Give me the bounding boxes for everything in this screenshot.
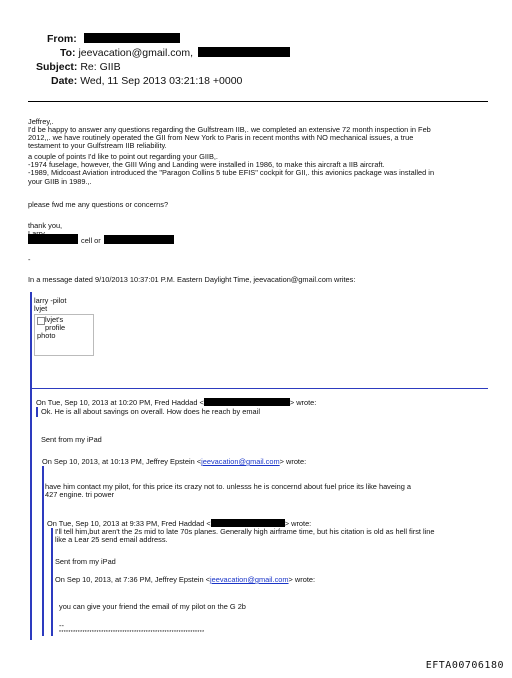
msg2-header (42, 457, 306, 466)
quote-intro: In a message dated 9/10/2013 10:37:01 P.M. Eastern Daylight Time, jeevacation@gmail.com writes: (28, 275, 356, 284)
msg2-body: 427 engine. tri power (45, 490, 115, 499)
from-label: From: (47, 33, 77, 45)
msg1-header-b: > wrote: (289, 398, 317, 407)
msg2-body: have him contact my pilot, for this price its crazy not to. unlesss he is concernd about fuel price its like haveing a (45, 482, 412, 491)
redaction-box (84, 33, 180, 43)
to-row (60, 47, 290, 59)
date-row (51, 75, 242, 87)
document-id: EFTA00706180 (425, 660, 504, 671)
thanks-line: thank you, (28, 221, 63, 230)
email-link[interactable]: jeevacation@gmail.com (201, 457, 280, 466)
quote-bar-3 (51, 528, 53, 636)
redaction-box (198, 47, 290, 57)
body-line: -1974 fuselage, however, the GIII Wing and Landing were installed in 1986, to make this aircraft a IIB aircraft. (28, 160, 385, 169)
msg1-header-a: On Tue, Sep 10, 2013 at 10:20 PM, Fred Haddad < (36, 398, 204, 407)
msg4-body: you can give your friend the email of my pilot on the G 2b (59, 602, 246, 611)
msg1-header (36, 398, 316, 407)
subject-row (36, 61, 121, 73)
body-line: please fwd me any questions or concerns? (28, 200, 169, 209)
redaction-box (104, 235, 174, 244)
msg2-header-a: On Sep 10, 2013, at 10:13 PM, Jeffrey Epstein < (42, 457, 202, 466)
date-label: Date: (51, 75, 78, 87)
body-line: testament to your Gulfstream IIB reliability. (28, 141, 167, 150)
msg4-header-b: > wrote: (288, 575, 316, 584)
stars-line: ************************************************************** (59, 630, 205, 636)
email-link[interactable]: jeevacation@gmail.com (209, 575, 289, 584)
from-row (47, 33, 180, 45)
broken-image-icon (37, 317, 45, 325)
signature-name (28, 229, 45, 233)
quote-divider (32, 388, 488, 389)
quote-bar-outer (30, 292, 32, 640)
sig-name: larry -pilot (34, 296, 67, 305)
photo-alt: profile (45, 323, 66, 332)
header-divider (28, 101, 488, 102)
redaction-box (211, 519, 285, 527)
redaction-box (28, 234, 78, 244)
date-value: Wed, 11 Sep 2013 03:21:18 +0000 (80, 75, 243, 87)
redaction-box (204, 398, 290, 406)
subject-label: Subject: (36, 61, 78, 73)
subject-value: Re: GIIB (80, 61, 121, 73)
msg3-body: like a Lear 25 send email address. (55, 535, 168, 544)
msg1-body: Ok. He is all about savings on overall. How does he reach by email (41, 407, 260, 416)
msg3-body: I'll tell him,but aren't the 2s mid to late 70s planes. Generally high airframe time, but his citation is old as hell first line (55, 527, 435, 536)
to-value: jeevacation@gmail.com, (78, 47, 194, 59)
msg3-sent: Sent from my iPad (55, 557, 116, 566)
body-line: I'd be happy to answer any questions regarding the Gulfstream IIB,. we completed an extensive 72 month inspection in Feb (28, 125, 431, 134)
body-line: a couple of points I'd like to point out regarding your GIIB,. (28, 152, 218, 161)
body-line: your GIIB in 1989.,. (28, 177, 92, 186)
cell-text: cell or (81, 236, 101, 245)
msg2-header-b: > wrote: (279, 457, 307, 466)
quote-bar-2 (42, 466, 44, 636)
body-line: 2012,,. we have routinely operated the GII from New York to Paris in recent months with NO mechanical issues, a true (28, 133, 414, 142)
dash-line: - (28, 255, 31, 264)
msg4-header (55, 575, 315, 584)
msg3-header-b: > wrote: (284, 519, 312, 528)
greeting: Jeffrey,. (28, 117, 54, 126)
photo-alt: lvjet's (45, 315, 64, 324)
msg3-header-a: On Tue, Sep 10, 2013 at 9:33 PM, Fred Haddad < (47, 519, 211, 528)
to-label: To: (60, 47, 76, 59)
msg4-header-a: On Sep 10, 2013, at 7:36 PM, Jeffrey Epstein < (55, 575, 210, 584)
sig-handle: lvjet (34, 304, 48, 313)
sig-dash: -- (59, 621, 64, 630)
msg1-sent: Sent from my iPad (41, 435, 102, 444)
photo-alt: photo (37, 331, 56, 340)
quote-bar-1 (36, 407, 38, 417)
body-line: -1989, Midcoast Aviation introduced the "Paragon Collins 5 tube EFIS" cockpit for GII,. this avionics package was installed in (28, 168, 435, 177)
